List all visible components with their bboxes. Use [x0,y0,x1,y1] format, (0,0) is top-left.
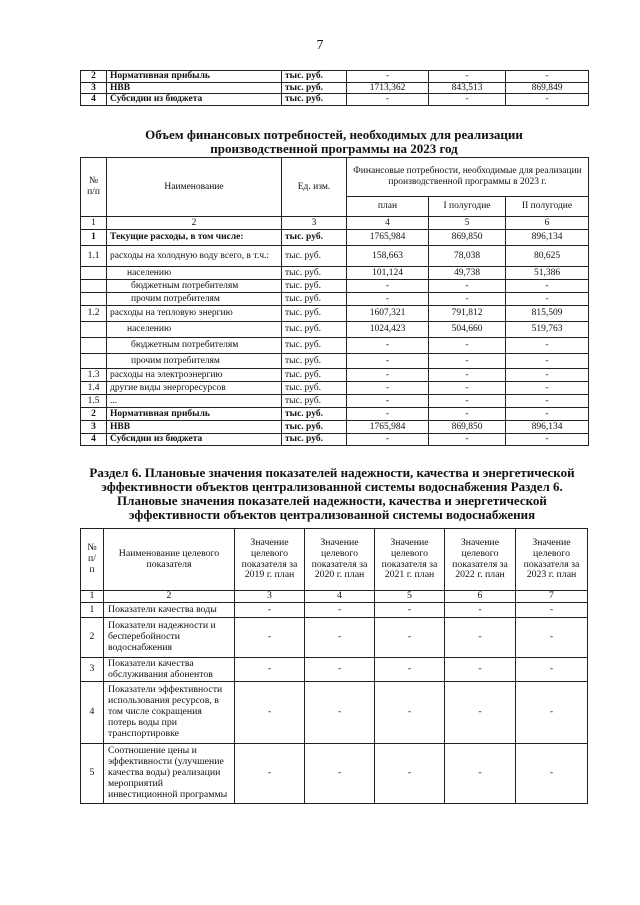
row-num [81,280,107,293]
row-value-plan: - [347,382,429,395]
row-unit: тыс. руб. [282,293,347,306]
row-value: - [305,618,375,658]
row-value-half2: - [506,338,589,354]
row-unit: тыс. руб. [282,280,347,293]
column-index: 5 [375,591,445,603]
row-unit: тыс. руб. [282,338,347,354]
table-row [81,306,589,322]
header-half2: II полугодие [506,197,589,217]
table-row [81,369,589,382]
section6-heading-line1: Раздел 6. Плановые значения показателей надежности, качества и энергетической [89,465,575,480]
row-indicator-name: Показатели качества обслуживания абонентов [104,658,235,682]
row-value: - [516,618,588,658]
table-row [81,322,589,338]
row-num: 2 [81,408,107,421]
row-value: 869,849 [506,82,589,94]
row-num [81,267,107,280]
row-name: Нормативная прибыль [107,71,282,83]
header-year-value: Значение целевого показателя за 2019 г. план [235,529,305,591]
row-value: - [445,658,516,682]
row-value-plan: - [347,293,429,306]
row-unit: тыс. руб. [282,230,347,246]
row-num: 4 [81,94,107,106]
row-value-half1: 49,738 [429,267,506,280]
row-num [81,354,107,369]
row-name: населению [107,322,282,338]
header-unit: Ед. изм. [282,158,347,217]
row-num: 1.4 [81,382,107,395]
row-value: - [516,603,588,618]
row-unit: тыс. руб. [282,369,347,382]
row-value-plan: 1765,984 [347,230,429,246]
row-name: бюджетным потребителям [107,338,282,354]
financial-needs-table [80,157,589,446]
row-value: - [305,658,375,682]
row-name: бюджетным потребителям [107,280,282,293]
row-value: - [375,618,445,658]
column-index: 4 [347,217,429,230]
table-row [81,682,588,744]
row-unit: тыс. руб. [282,395,347,408]
row-value: - [305,682,375,744]
table-row [81,408,589,421]
table-row [81,267,589,280]
row-value-plan: 1024,423 [347,322,429,338]
row-num: 2 [81,618,104,658]
row-value: - [235,744,305,804]
row-value-plan: - [347,280,429,293]
target-indicators-table [80,528,588,804]
column-index: 1 [81,217,107,230]
table-row [81,82,589,94]
section6-heading-line4: эффективности объектов централизованной системы водоснабжения [128,507,536,522]
column-index: 2 [104,591,235,603]
row-num: 4 [81,434,107,446]
column-index: 1 [81,591,104,603]
section6-heading [82,466,582,522]
header-financial-needs: Финансовые потребности, необходимые для реализации производственной программы в 2023 г. [347,158,589,197]
row-indicator-name: Показатели эффективности использования ресурсов, в том числе сокращения потерь воды при транспортировке [104,682,235,744]
row-unit: тыс. руб. [282,82,347,94]
row-name: прочим потребителям [107,293,282,306]
header-year-value: Значение целевого показателя за 2023 г. план [516,529,588,591]
row-name: Субсидии из бюджета [107,94,282,106]
row-value: - [516,658,588,682]
row-name: НВВ [107,82,282,94]
table-row [81,603,588,618]
table-row [81,246,589,267]
column-index: 4 [305,591,375,603]
row-value-half2: 80,625 [506,246,589,267]
row-name: расходы на холодную воду всего, в т.ч.: [107,246,282,267]
table-row [81,71,589,83]
row-value-half1: - [429,338,506,354]
row-name: прочим потребителям [107,354,282,369]
table-row [81,94,589,106]
row-num: 1.3 [81,369,107,382]
row-num: 5 [81,744,104,804]
row-name: ... [107,395,282,408]
row-name: Субсидии из бюджета [107,434,282,446]
row-name: населению [107,267,282,280]
table-row [81,618,588,658]
row-value-half2: - [506,354,589,369]
row-value-half2: 51,386 [506,267,589,280]
row-name: Текущие расходы, в том числе: [107,230,282,246]
row-value-half2: 896,134 [506,230,589,246]
row-value-plan: 1607,321 [347,306,429,322]
row-num: 1 [81,230,107,246]
header-num: № п/ п [81,529,104,591]
table-row [81,230,589,246]
row-value-plan: - [347,395,429,408]
row-num: 1.5 [81,395,107,408]
row-value-plan: 158,663 [347,246,429,267]
row-value: - [235,682,305,744]
section6-heading-line2: эффективности объектов централизованной системы водоснабжения Раздел 6. [101,479,563,494]
row-value-half2: 815,509 [506,306,589,322]
header-name: Наименование [107,158,282,217]
row-value-half2: - [506,408,589,421]
row-value: - [429,71,506,83]
row-unit: тыс. руб. [282,322,347,338]
row-name: расходы на тепловую энергию [107,306,282,322]
row-unit: тыс. руб. [282,421,347,434]
financial-needs-heading-line1: Объем финансовых потребностей, необходимых для реализации [145,127,523,142]
row-value-half2: - [506,280,589,293]
row-value-half2: - [506,369,589,382]
header-year-value: Значение целевого показателя за 2021 г. план [375,529,445,591]
row-unit: тыс. руб. [282,408,347,421]
row-value: - [235,618,305,658]
row-value-half2: 896,134 [506,421,589,434]
row-value-half1: 504,660 [429,322,506,338]
row-value: - [235,658,305,682]
row-num [81,338,107,354]
row-value-half2: - [506,395,589,408]
row-value: - [516,682,588,744]
row-num: 3 [81,421,107,434]
row-indicator-name: Показатели надежности и бесперебойности водоснабжения [104,618,235,658]
table-row [81,744,588,804]
row-value-half1: - [429,382,506,395]
row-unit: тыс. руб. [282,382,347,395]
row-value-plan: - [347,369,429,382]
row-value-half1: - [429,408,506,421]
header-indicator-name: Наименование целевого показателя [104,529,235,591]
row-value-half2: - [506,293,589,306]
column-index: 5 [429,217,506,230]
row-value: - [506,71,589,83]
row-num: 3 [81,82,107,94]
row-value-half2: 519,763 [506,322,589,338]
row-unit: тыс. руб. [282,434,347,446]
header-half1: I полугодие [429,197,506,217]
column-index: 6 [506,217,589,230]
column-index: 6 [445,591,516,603]
column-index: 2 [107,217,282,230]
table-row [81,382,589,395]
row-value-plan: 101,124 [347,267,429,280]
row-value: - [235,603,305,618]
row-unit: тыс. руб. [282,94,347,106]
row-value-plan: - [347,408,429,421]
row-value: - [445,744,516,804]
row-value: - [347,94,429,106]
row-value: - [305,744,375,804]
row-value-half1: 791,812 [429,306,506,322]
row-unit: тыс. руб. [282,306,347,322]
table-row [81,421,589,434]
row-name: расходы на электроэнергию [107,369,282,382]
row-value-half1: - [429,293,506,306]
row-value-half1: - [429,434,506,446]
row-num: 4 [81,682,104,744]
row-name: Нормативная прибыль [107,408,282,421]
row-num: 3 [81,658,104,682]
header-plan: план [347,197,429,217]
row-indicator-name: Показатели качества воды [104,603,235,618]
row-value: - [516,744,588,804]
page-number: 7 [316,38,324,53]
row-unit: тыс. руб. [282,71,347,83]
row-num [81,322,107,338]
financial-needs-heading [80,128,588,156]
table-row [81,338,589,354]
row-value-half1: - [429,354,506,369]
row-value-plan: 1765,984 [347,421,429,434]
row-indicator-name: Соотношение цены и эффективности (улучшение качества воды) реализации мероприятий инвестиционной программы [104,744,235,804]
header-year-value: Значение целевого показателя за 2020 г. план [305,529,375,591]
row-unit: тыс. руб. [282,246,347,267]
row-value: - [445,618,516,658]
row-num: 2 [81,71,107,83]
table-row [81,354,589,369]
row-value-half1: 869,850 [429,230,506,246]
row-num: 1.2 [81,306,107,322]
table-row [81,434,589,446]
row-value-plan: - [347,338,429,354]
header-num: № п/п [81,158,107,217]
section6-heading-line3: Плановые значения показателей надежности, качества и энергетической [117,493,547,508]
row-unit: тыс. руб. [282,354,347,369]
row-value-half2: - [506,382,589,395]
column-index: 7 [516,591,588,603]
table-row [81,280,589,293]
row-num [81,293,107,306]
table-row [81,293,589,306]
row-value: - [375,603,445,618]
row-name: НВВ [107,421,282,434]
row-value: - [305,603,375,618]
row-num: 1 [81,603,104,618]
column-index: 3 [235,591,305,603]
row-value-half1: - [429,280,506,293]
row-value: 843,513 [429,82,506,94]
budget-summary-table [80,70,589,106]
row-value: - [506,94,589,106]
column-index: 3 [282,217,347,230]
row-value-half1: 78,038 [429,246,506,267]
table-row [81,395,589,408]
row-num: 1.1 [81,246,107,267]
row-value: - [375,744,445,804]
financial-needs-heading-line2: производственной программы на 2023 год [210,141,458,156]
row-value: 1713,362 [347,82,429,94]
row-value: - [347,71,429,83]
row-value: - [429,94,506,106]
row-value: - [445,603,516,618]
row-value: - [375,682,445,744]
row-value-half1: - [429,369,506,382]
row-unit: тыс. руб. [282,267,347,280]
table-row [81,658,588,682]
row-value-half1: - [429,395,506,408]
row-value-plan: - [347,354,429,369]
row-value-plan: - [347,434,429,446]
row-name: другие виды энергоресурсов [107,382,282,395]
header-year-value: Значение целевого показателя за 2022 г. план [445,529,516,591]
row-value: - [445,682,516,744]
row-value-half1: 869,850 [429,421,506,434]
row-value-half2: - [506,434,589,446]
row-value: - [375,658,445,682]
